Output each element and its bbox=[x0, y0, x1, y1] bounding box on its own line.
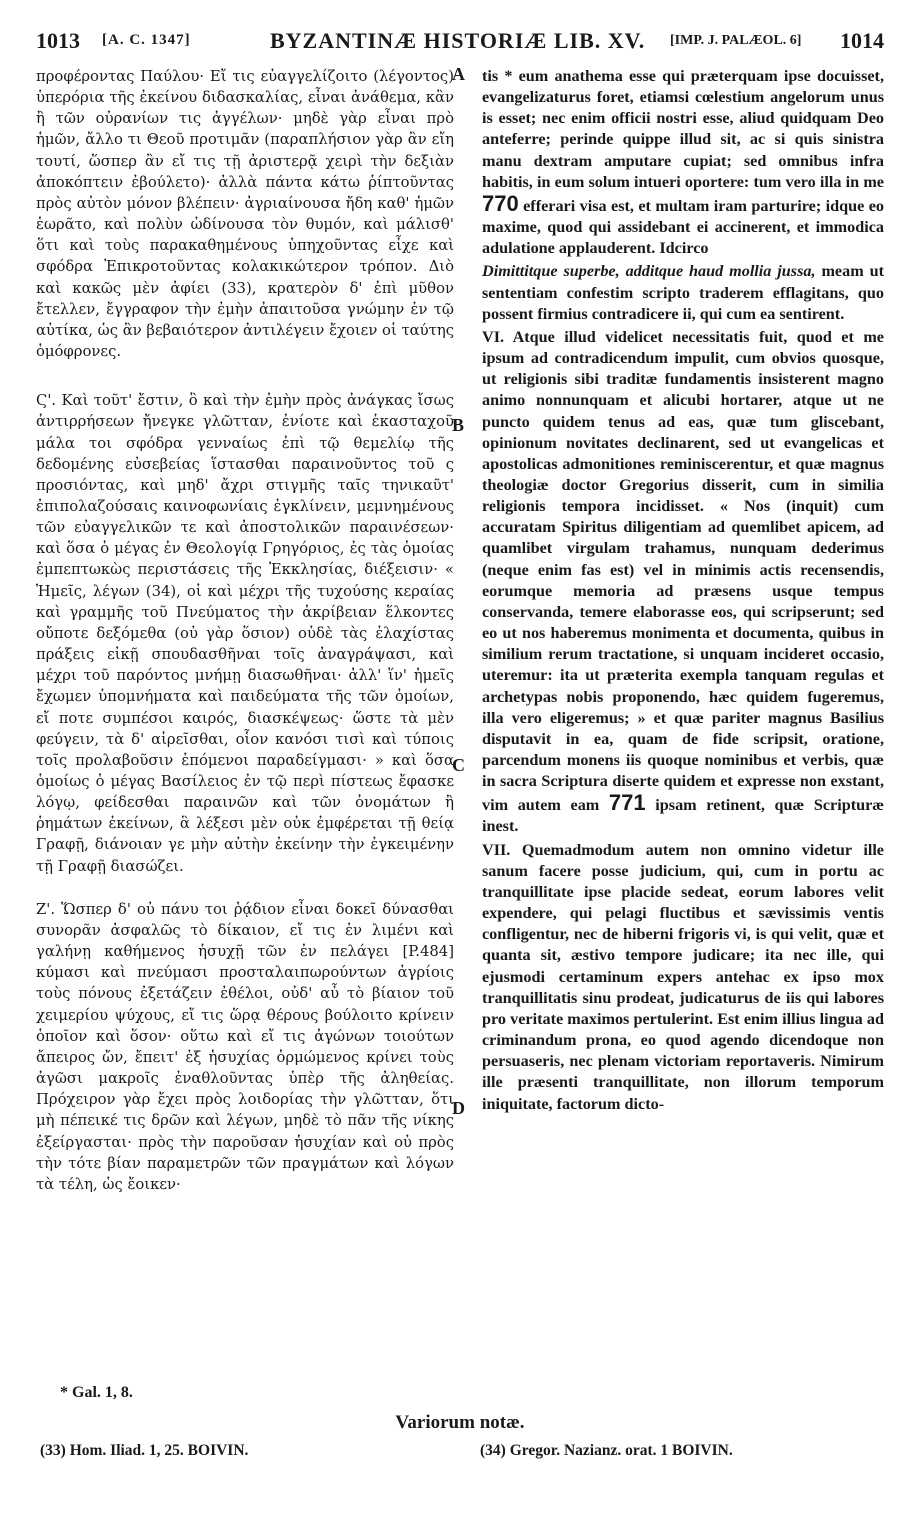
greek-paragraph-2: Ϛ'. Καὶ τοῦτ' ἔστιν, ὃ καὶ τὴν ἐμὴν πρὸς ἀνάγκας ἴσως ἀντιρρήσεων ἤνεγκε γλῶτταν, ἐνίοτε καὶ ἑκασταχοῦ μάλα τοι σφόδρα γενναίως ἐπὶ τῷ θεμελίῳ τῆς δεδομένης εὐσεβείας ἵστασθαι παραινοῦντος τοῦ ς προσιόντας, καὶ μηδ' ἄχρι στιγμῆς ταῖς τηνικαῦτ' ἐπιπολαζούσαις καινοφωνίαις ἐγκλίνειν, μεμνημένους τῶν εὐαγγελικῶν τε καὶ ἀποστολικῶν παραινέσεων· καὶ ὅσα ὁ μέγας ἐν Θεολογίᾳ Γρηγόριος, ἐς τὰς ὁμοίας ἐμπεπτωκὼς περιστάσεις τῆς Ἐκκλησίας, διέξεισιν· « Ἡμεῖς, λέγων (34), οἱ καὶ μέχρι τῆς τυχούσης κεραίας καὶ γραμμῆς τοῦ Πνεύματος τὴν ἀκρίβειαν ἕλκοντες οὔποτε δεξόμεθα (οὐ γὰρ ὅσιον) οὐδὲ τὰς ἐλαχίστας πράξεις εἰκῇ σπουδασθῆναι τοῖς ἀναγράψασι, καὶ μέχρι τοῦ παρόντος μνήμῃ διασωθῆναι· ἀλλ' ἵν' ἡμεῖς ἔχωμεν ὑπομνήματα καὶ παιδεύματα τῆς τῶν ὁμοίων, εἴ ποτε συμπέσοι καιρός, διασκέψεως· ὥστε τὰ μὲν φεύγειν, τὰ δ' αἱρεῖσθαι, οἷον κανόσι τισὶ καὶ τύποις τοῖς προλαβοῦσιν ἑπόμενοι παραδείγμασι· » καὶ ὅσα ὁμοίως ὁ μέγας Βασίλειος ἐν τῷ περὶ πίστεως ἔφασκε λόγῳ, φείδεσθαι παραινῶν καὶ τῶν ὀνομάτων ἢ ῥημάτων ἐκείνων, ἃ λέξεσι μὲν οὐκ ἐμφέρεται τῇ θείᾳ Γραφῇ, διάνοιαν γε μὴν αὐτὴν ἐκείνην τὴν ἐγκειμένην τῇ Γραφῇ διασώζει. bbox=[36, 392, 454, 875]
section-marker-d: D bbox=[452, 1098, 465, 1118]
page-number-left: 1013 bbox=[36, 28, 80, 53]
greek-paragraph-3: Ζ'. Ὥσπερ δ' οὐ πάνυ τοι ῥᾴδιον εἶναι δοκεῖ δύνασθαι συνορᾶν ἀσφαλῶς τὸ δίκαιον, εἴ τις ἐν λιμένι καὶ γαλήνῃ καθήμενος ἡσυχῇ τῶν ἐν πελάγει [P.484] κύμασι καὶ πνεύμασι προσταλαιπωρούντων ἀγρίοις τοὺς πόνους ἐξετάζειν ἐθέλοι, οὐδ' αὖ τὸ βίαιον τοῦ χειμερίου ψύχους, εἴ τις ὥρᾳ θέρους βούλοιτο κρίνειν ὁποῖον καὶ ὅσον· οὕτω καὶ εἴ τις ἀγώνων τοιούτων ἄπειρος ὤν, ἔπειτ' ἐξ ἡσυχίας ὁρμώμενος κρίνει τοὺς ἀγῶσι μακροῖς ἐναθλοῦντας ὑπὲρ τῆς ἀληθείας. Πρόχειρον γὰρ ἔχει πρὸς λοιδορίας τὴν γλῶτταν, ὅτι μὴ πέπεικέ τις δρῶν καὶ λέγων, μηδὲ τὸ πᾶν τῆς νίκης ἐξείργασται· πρὸς τὴν παροῦσαν ἡσυχίαν καὶ οὐ πρὸς τὴν τότε βίαν παραμετρῶν τῶν πραγμάτων καὶ λόγων τὰ τέλη, ὡς ἔοικεν· bbox=[36, 900, 454, 1193]
latin-paragraph-2 bbox=[482, 261, 884, 324]
latin-text: meam ut sententiam confestim scripto traderem efflagitans, quo possent firmius contradicere ii, qui cum ea sentirent. bbox=[482, 262, 884, 323]
latin-paragraph-3 bbox=[482, 327, 884, 838]
header-title: BYZANTINÆ HISTORIÆ LIB. XV. bbox=[270, 28, 646, 53]
footnote: * Gal. 1, 8. bbox=[60, 1384, 133, 1401]
latin-text: tis * eum anathema esse qui præterquam ipse docuisset, evangelizaturus foret, etiamsi cœlestium angelorum unus is esset; nec enim officii nostri esse, aliud quidquam Deo anteferre; perinde quippe illud sit, ac si quis sinistra manu dextram amputare cupiat; sed omnibus infra habitis, in eum solum intueri oportere: tum vero illa in me bbox=[482, 67, 884, 191]
greek-column bbox=[36, 66, 454, 1195]
latin-text: VI. Atque illud videlicet necessitatis fuit, quod et me ipsum ad contradicendum impulit, cum obvios quosque, ut religionis sibi traditæ fundamentis insisterent magno animo nonnunquam et alicubi hortarer, atque ut ne puncto quidem tenus ad eas, quæ tum gliscebant, opinionum novitates declinarent, sed ut evangelicas et apostolicas admonitiones reminiscerentur, et quæ magnus theologiæ doctor Gregorius disserit, cum in similia religionis tempora incidisset. « Nos (inquit) cum accuratam Spiritus diligentiam ad quemlibet apicem, ad quamlibet virgulam trahamus, nunquam dederimus (neque enim fas est) vel in minimis actis recensendis, eorumque memoria ad præsens usque tempus conservanda, temere elaborasse eos, qui scripserunt; sed eo ut nos haberemus monimenta et documenta, quibus in similium rerum tractatione, si unquam incideret occasio, uteremur: ita ut præterita exempla tanquam regulas et archetypas nobis proponendo, hæc quidem fugeremus, illa vero eligeremus; » et quæ pariter magnus Basilius disputavit in ea, quam de fide scripsit, oratione, parcendum monens iis quoque nominibus et verbis, quæ in sacra Scriptura diserte quidem et expresse non exstant, vim autem eam bbox=[482, 327, 884, 815]
section-marker-a: A bbox=[452, 64, 465, 84]
section-marker-c: C bbox=[452, 755, 465, 775]
latin-column bbox=[482, 66, 884, 1115]
variorum-note-34: (34) Gregor. Nazianz. orat. 1 BOIVIN. bbox=[480, 1442, 733, 1459]
page-number-right: 1014 bbox=[840, 28, 884, 53]
latin-verse-quote: Dimittitque superbe, additque haud mollia jussa, bbox=[482, 262, 816, 281]
latin-paragraph-4: VII. Quemadmodum autem non omnino videtur ille sanum facere posse judicium, qui, cum in portu ac tranquillitate ipse placide sedeat, eorum labores velit expendere, qui pelagi fluctibus et sævissimis ventis confligentur, nec de hiberni frigoris vi, is qui velit, quæ et quanta sit, æstivo tempore judicare; ita nec ille, qui ejusmodi certaminum expers antehac ex ipso mox tranquillitatis sinu prodeat, judicaturus de iis qui labores pro veritate maximos pertulerint. Est enim illius lingua ad criminandum prona, eo quod agendo dicendoque non persuaseris, nec plenam victoriam reportaveris. Nimirum ille præsenti tranquillitate, non illorum temporum iniquitate, factorum dicto- bbox=[482, 840, 884, 1113]
margin-page-number: 770 bbox=[482, 190, 519, 216]
variorum-note-33: (33) Hom. Iliad. 1, 25. BOIVIN. bbox=[40, 1442, 249, 1459]
latin-paragraph-1 bbox=[482, 66, 884, 259]
header-date-ref: [A. C. 1347] bbox=[102, 32, 191, 48]
running-header bbox=[30, 28, 890, 56]
variorum-heading: Variorum notæ. bbox=[395, 1412, 525, 1433]
header-emperor-ref: [IMP. J. PALÆOL. 6] bbox=[670, 33, 802, 48]
greek-paragraph-1: προφέροντας Παύλου· Εἴ τις εὐαγγελίζοιτο (λέγοντος) ὑπερόρια τῆς ἐκείνου διδασκαλίας, εἶναι ἀνάθεμα, κἂν ἢ τῶν οὐρανίων τις ἀγγέλων· μηδὲ γὰρ εἶναι πρὸ ἡμῶν, ἄλλο τι Θεοῦ προτιμᾶν (παραπλήσιον γὰρ ἂν εἴη τουτί, ὥσπερ ἂν εἴ τις τῇ ἀριστερᾷ χειρὶ τὴν δεξιὰν ἀποκόπτειν ἐβούλετο)· ἀλλὰ πάντα κάτω ῥίπτοῦντας πρὸς αὐτὸν μόνον βλέπειν· ἀγριαίνουσα ἤδη καθ' ἡμῶν ἑωρᾶτο, καὶ πολὺν ὠδίνουσα τὸν θυμόν, καὶ μάλισθ' ὅτι καὶ τοὺς παρακαθημένους ὑπηχοῦντας εἶχε καὶ σφόδρα Ἐπικροτοῦντας κολακικώτερον τρόπον. Διὸ καὶ κακῶς μὲν ἀφίει (33), κρατερὸν δ' ἐπὶ μῦθον ἔτελλεν, ἔγγραφον τὴν ἐμὴν ἀπαιτοῦσα γνώμην ἐν τῷ αὐτίκα, ὡς ἂν βεβαιότερον ἀντιλέγειν ἔχοιεν οἱ ταύτης ὁμόφρονες. bbox=[36, 68, 454, 361]
latin-text: efferari visa est, et multam iram parturire; idque eo maxime, quod qui assidebant ei accinerent, et immodica adulatione applauderent. Idcirco bbox=[482, 196, 884, 258]
margin-page-number: 771 bbox=[608, 790, 646, 816]
section-marker-b: B bbox=[452, 415, 465, 435]
latin-text: ipsam retinent, quæ Scripturæ inest. bbox=[482, 796, 885, 836]
